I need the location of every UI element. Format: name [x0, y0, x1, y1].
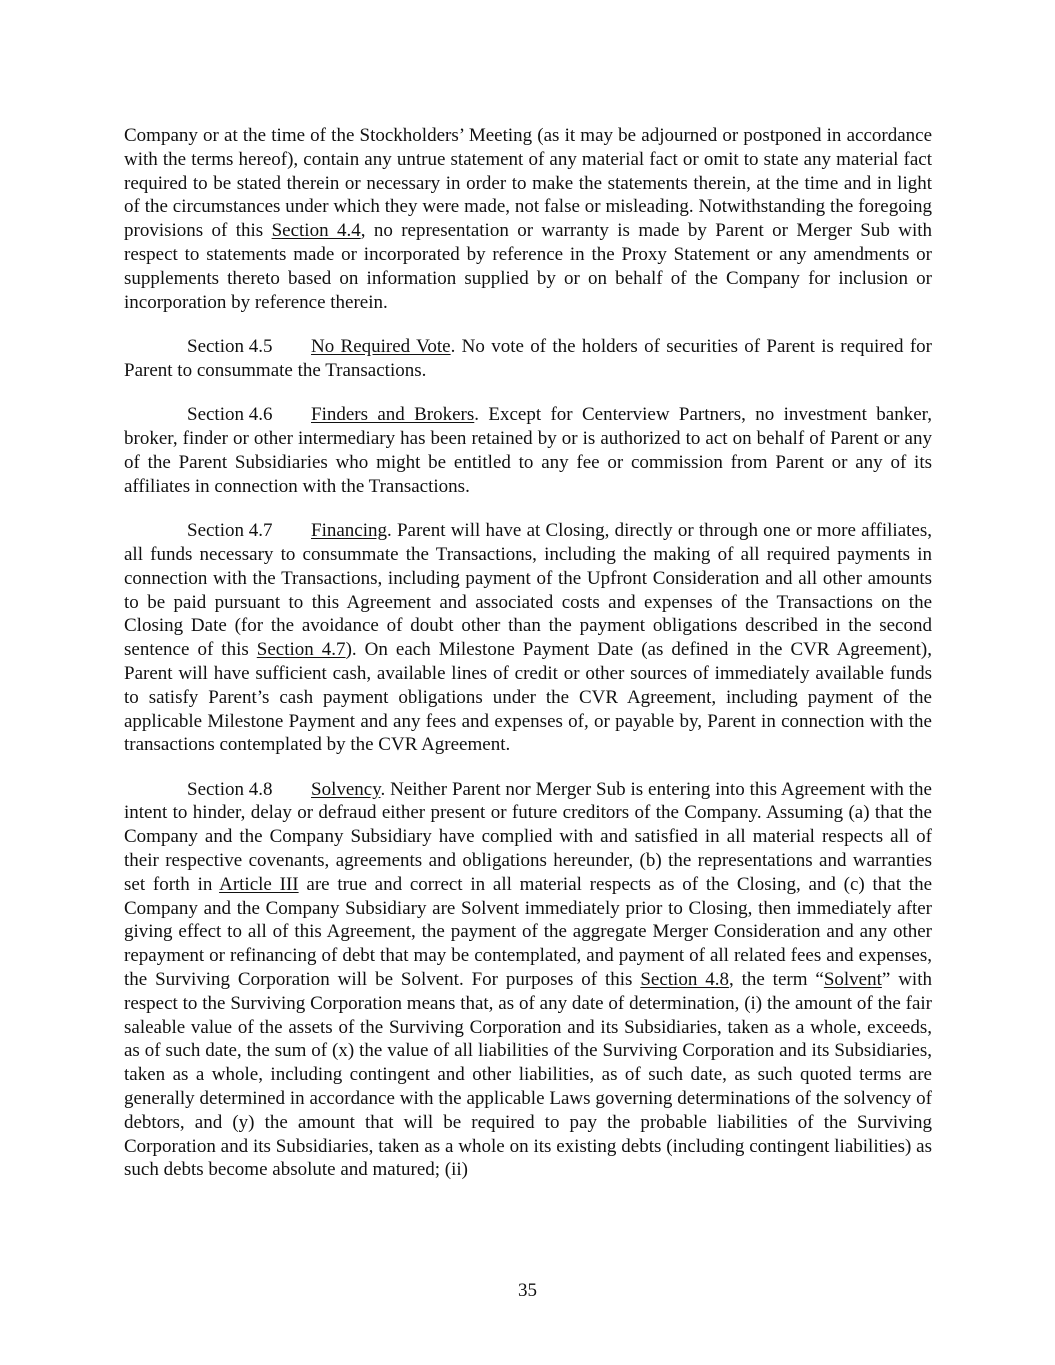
section-reference: Section 4.7 [256, 639, 346, 661]
defined-term: Solvent [823, 969, 882, 990]
section-4-7 [124, 519, 932, 757]
text: , the term “ [728, 969, 824, 990]
section-number: Section 4.8 [187, 778, 273, 800]
text: . Neither Parent nor Merger Sub is entering into this Agreement with the intent to hinder, delay or defraud either present or future creditors of the Company. Assuming (a) that the Company and the Company Subsidiary have complied with and satisfied in all material respects all of their respective covenants, agreements and obligations hereunder, (b) the representations and warranties set forth in [124, 778, 932, 895]
section-4-5 [124, 335, 932, 383]
text: . Except for Centerview Partners, no investment banker, broker, finder or other intermediary has been retained by or is authorized to act on behalf of Parent or any of the Parent Subsidiaries who might be entitled to any fee or commission from Parent or any of its affiliates in connection with the Transactions. [124, 404, 932, 497]
section-reference: Section 4.4 [271, 220, 361, 242]
text: , no representation or warranty is made by Parent or Merger Sub with respect to statements made or incorporated by reference in the Proxy Statement or any amendments or supplements thereto based on information supplied by or on behalf of the Company for inclusion or incorporation by reference therein. [124, 220, 932, 313]
section-4-6 [124, 403, 932, 498]
text: ” with respect to the Surviving Corporation means that, as of any date of determination, (i) the amount of the fair saleable value of the assets of the Surviving Corporation and its Subsidiaries, taken as a whole, exceeds, as of such date, the sum of (x) the value of all liabilities of the Surviving Corporation and its Subsidiaries, taken as a whole, including contingent and other liabilities, as of such date, as such quoted terms are generally determined in accordance with the applicable Laws governing determinations of the solvency of debtors, and (y) the amount that will be required to pay the probable liabilities of the Surviving Corporation and its Subsidiaries, taken as a whole on its existing debts (including contingent liabilities) as such debts become absolute and matured; (ii) [124, 969, 932, 1181]
section-reference: Section 4.8 [640, 969, 729, 990]
section-number: Section 4.7 [187, 520, 273, 542]
text: are true and correct in all material respects as of the Closing, and (c) that the Company and the Company Subsidiary are Solvent immediately prior to Closing, then immediately after giving effect to all of this Agreement, the payment of the aggregate Merger Consideration and any other repayment or refinancing of debt that may be contemplated, and payment of all related fees and expenses, the Surviving Corporation will be Solvent. For purposes of this [124, 873, 933, 990]
text: . Parent will have at Closing, directly or through one or more affiliates, all funds necessary to consummate the Transactions, including the making of all required payments in connection with the Transactions, including payment of the Upfront Consideration and all other amounts to be paid pursuant to this Agreement and associated costs and expenses of the Transactions on the Closing Date (for the avoidance of doubt other than the payment obligations described in the second sentence of this [124, 520, 932, 661]
section-title: Solvency [311, 778, 381, 800]
text: ). On each Milestone Payment Date (as defined in the CVR Agreement), Parent will have sufficient cash, available lines of credit or other sources of immediately available funds to satisfy Parent’s cash payment obligations under the CVR Agreement, including payment of the applicable Milestone Payment and any fees and expenses of, or payable by, Parent in connection with the transactions contemplated by the CVR Agreement. [124, 639, 932, 756]
text: . No vote of the holders of securities of Parent is required for Parent to consummate the Transactions. [124, 336, 932, 382]
paragraph-continuation [124, 124, 932, 314]
section-number: Section 4.5 [187, 336, 273, 358]
section-title: Finders and Brokers [311, 404, 475, 426]
section-4-8 [124, 778, 932, 1183]
section-title: No Required Vote [311, 336, 451, 358]
article-reference: Article III [219, 873, 299, 895]
section-number: Section 4.6 [187, 404, 273, 426]
document-body [124, 124, 932, 1203]
section-title: Financing [311, 520, 387, 542]
page-number: 35 [518, 1280, 537, 1301]
text: Company or at the time of the Stockholders’ Meeting (as it may be adjourned or postponed in accordance with the terms hereof), contain any untrue statement of any material fact or omit to state any material fact required to be stated therein or necessary in order to make the statements therein, at the time and in light of the circumstances under which they were made, not false or misleading. Notwithstanding the foregoing provisions of this [124, 125, 932, 242]
